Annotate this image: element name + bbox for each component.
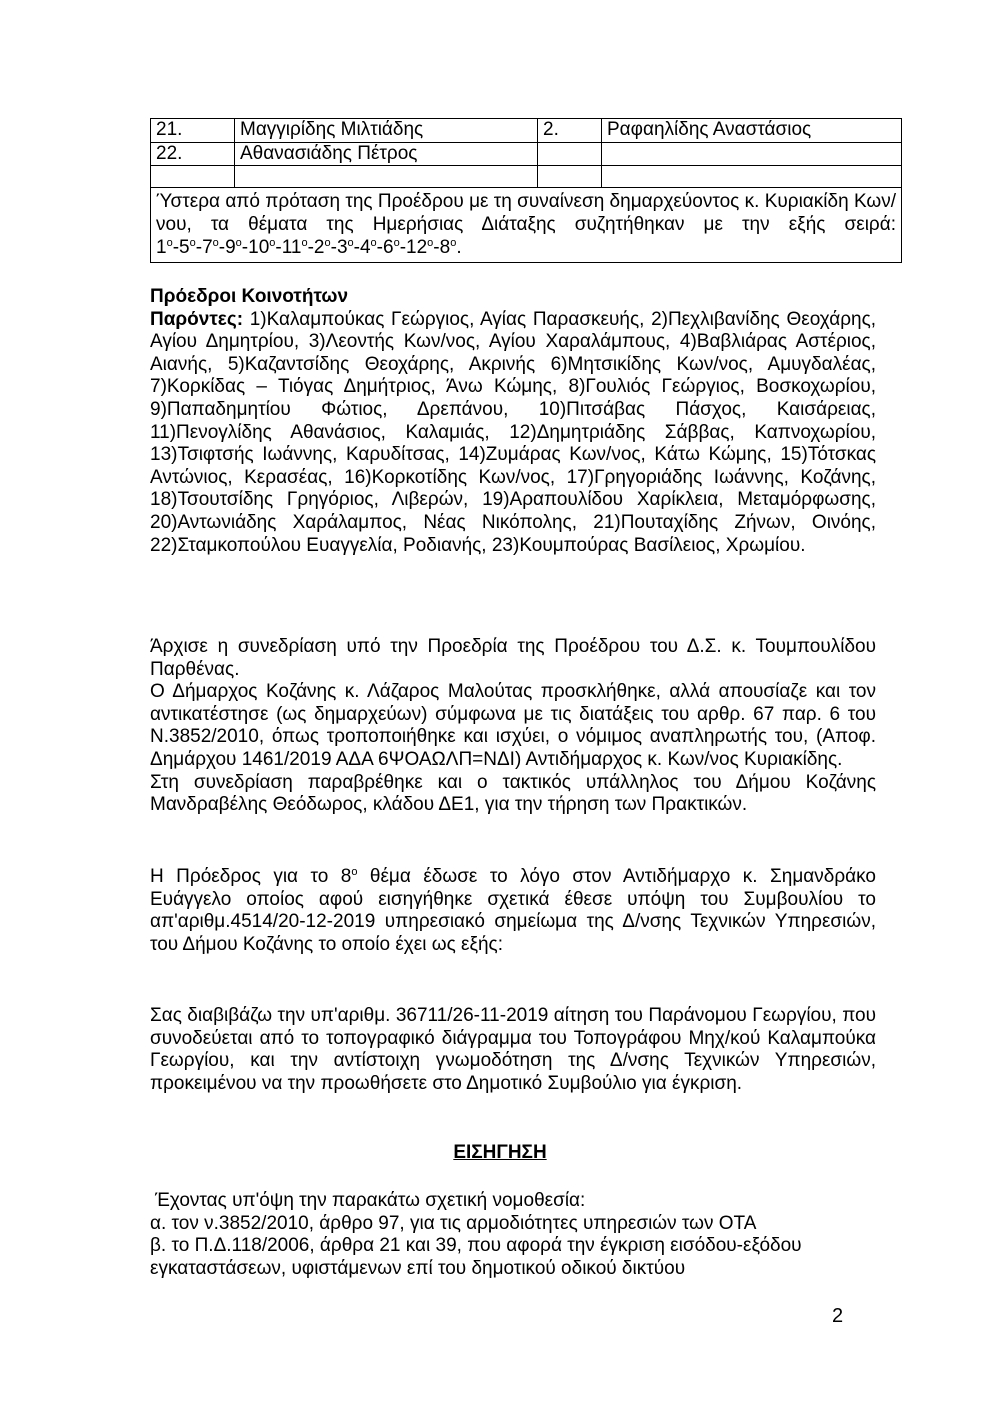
member-name: [602, 142, 902, 166]
agenda-item-sup: ο: [269, 237, 276, 250]
agenda-item-sup: ο: [450, 237, 457, 250]
legislation-b: β. το Π.Δ.118/2006, άρθρα 21 και 39, που αφορά την έγκριση εισόδου-εξόδου εγκαταστάσεων, υφιστάμενων επί του δημοτικού οδικού δικτύου: [150, 1235, 802, 1279]
presidents-section: [150, 286, 876, 557]
agenda-item-sup: ο: [212, 237, 219, 250]
memo-section: [150, 1005, 876, 1095]
member-name: Μαγγιρίδης Μιλτιάδης: [235, 119, 538, 143]
clerk-presence: Στη συνεδρίαση παραβρέθηκε και ο τακτικός υπάλληλος του Δήμου Κοζάνης Μανδραβέλης Θεόδωρος, κλάδου ΔΕ1, για την τήρηση των Πρακτικών.: [150, 771, 876, 816]
page-number: 2: [832, 1305, 844, 1327]
agenda-item-number: 6: [383, 237, 394, 259]
agenda-item-number: 9: [225, 237, 236, 259]
member-name: Ραφαηλίδης Αναστάσιος: [602, 119, 902, 143]
legislation-a: α. τον ν.3852/2010, άρθρο 97, για τις αρμοδιότητες υπηρεσιών των ΟΤΑ: [150, 1212, 757, 1234]
row-number: [538, 142, 602, 166]
proposal-section: [150, 1190, 890, 1280]
topic-sup: ο: [351, 866, 358, 878]
agenda-item-sup: ο: [166, 237, 173, 250]
agenda-item-number: 12: [406, 237, 428, 259]
topic-section: [150, 866, 876, 956]
agenda-item-sup: ο: [427, 237, 434, 250]
attendance-table-wrapper: [150, 118, 902, 263]
present-list: [150, 309, 876, 558]
agenda-item-number: 10: [248, 237, 270, 259]
member-name: Αθανασιάδης Πέτρος: [235, 142, 538, 166]
agenda-item-number: 1: [156, 237, 167, 259]
row-number: 21.: [151, 119, 235, 143]
proposal-title: ΕΙΣΗΓΗΣΗ: [453, 1142, 547, 1163]
presidents-heading: Πρόεδροι Κοινοτήτων: [150, 286, 349, 307]
table-row: [151, 119, 902, 143]
attendance-table: [150, 118, 902, 263]
agenda-item-number: 8: [439, 237, 451, 259]
agenda-item-number: 2: [313, 237, 325, 259]
topic-intro: [150, 866, 876, 956]
agenda-order-note: [151, 188, 902, 263]
agenda-order-sequence: $1^o-5^o-7^o-9^o-10^o-11^o-2^o-3^o-4^o-6^o-12^o-8^o$.: [156, 237, 462, 259]
agenda-item-number: 4: [359, 237, 371, 259]
agenda-item-sup: ο: [189, 237, 196, 250]
agenda-item-sup: ο: [235, 237, 242, 250]
memo-text: Σας διαβιβάζω την υπ'αριθμ. 36711/26-11-2019 αίτηση του Παράνομου Γεωργίου, που συνοδεύεται από το τοπογραφικό διάγραμμα του Τοπογράφου Μηχ/κού Καλαμπούκα Γεωργίου, και την αντίστοιχη γνωμοδότηση της Δ/νσης Τεχνικών Υπηρεσιών, προκειμένου να την προωθήσετε στο Δημοτικό Συμβούλιο για έγκριση.: [150, 1005, 876, 1094]
topic-before: Η Πρόεδρος για το 8: [150, 866, 352, 887]
row-number: [151, 166, 235, 188]
agenda-item-number: 11: [281, 237, 302, 259]
table-note-row: [151, 188, 902, 263]
mayor-replacement: Ο Δήμαρχος Κοζάνης κ. Λάζαρος Μαλούτας προσκλήθηκε, αλλά απουσίαζε και τον αντικατέστησε (ως δημαρχεύων) σύμφωνα με τις διατάξεις του αρθρ. 67 παρ. 6 του Ν.3852/2010, όπως τροποποιήθηκε και ισχύει, ο νόμιμος αναπληρωτής του, (Αποφ. Δημάρχου 1461/2019 ΑΔΑ 6ΨΟΑΩΛΠ=ΝΔΙ) Αντιδήμαρχος κ. Κων/νος Κυριακίδης.: [150, 681, 876, 770]
topic-after: θέμα έδωσε το λόγο στον Αντιδήμαρχο κ. Σημανδράκο Ευάγγελο οποίος αφού εισηγήθηκε σχετικά έθεσε υπόψη του Συμβουλίου το απ'αριθμ.4514/20-12-2019 υπηρεσιακό σημείωμα της Δ/νσης Τεχνικών Υπηρεσιών, του Δήμου Κοζάνης το οποίο έχει ως εξής:: [150, 866, 876, 955]
member-name: [235, 166, 538, 188]
row-number: 2.: [538, 119, 602, 143]
session-opening: Άρχισε η συνεδρίαση υπό την Προεδρία της Προέδρου του Δ.Σ. κ. Τουμπουλίδου Παρθένας.: [150, 636, 876, 680]
member-name: [602, 166, 902, 188]
agenda-item-number: 3: [336, 237, 348, 259]
present-text: 1)Καλαμπούκας Γεώργιος, Αγίας Παρασκευής, 2)Πεχλιβανίδης Θεοχάρης, Αγίου Δημητρίου, 3)Λεοντής Κων/νος, Αγίου Χαραλάμπους, 4)Βαβλιάρας Αστέριος, Αιανής, 5)Καζαντσίδης Θεοχάρης, Ακρινής 6)Μητσικίδης Κων/νος, Αμυγδαλέας, 7)Κορκίδας – Τιόγας Δημήτριος, Άνω Κώμης, 8)Γουλιός Γεώργιος, Βοσκοχωρίου, 9)Παπαδημητίου Φώτιος, Δρεπάνου, 10)Πιτσάβας Πάσχος, Καισάρειας, 11)Πενογλίδης Αθανάσιος, Καλαμιάς, 12)Δημητριάδης Σάββας, Καπνοχωρίου, 13)Τσιφτσής Ιωάννης, Καρυδίτσας, 14)Ζυμάρας Κων/νος, Κάτω Κώμης, 15)Τότσκας Αντώνιος, Κερασέας, 16)Κορκοτίδης Κων/νος, 17)Γρηγοριάδης Ιωάννης, Κοζάνης, 18)Τσουτσίδης Γρηγόριος, Λιβερών, 19)Αραπουλίδου Χαρίκλεια, Μεταμόρφωσης, 20)Αντωνιάδης Χαράλαμπος, Νέας Νικόπολης, 21)Πουταχίδης Ζήνων, Οινόης, 22)Σταμκοπούλου Ευαγγελία, Ροδιανής, 23)Κουμπούρας Βασίλειος, Χρωμίου.: [150, 308, 877, 556]
table-row: [151, 166, 902, 188]
row-number: 22.: [151, 142, 235, 166]
agenda-item-number: 5: [179, 237, 190, 259]
present-label: Παρόντες:: [150, 308, 244, 330]
agenda-item-sup: ο: [347, 237, 354, 250]
agenda-note-text: Ύστερα από πρόταση της Προέδρου με τη συναίνεση δημαρχεύοντος κ. Κυριακίδη Κων/νου, τα θέματα της Ημερήσιας Διάταξης συζητήθηκαν με την εξής σειρά:: [156, 191, 896, 236]
agenda-item-sup: ο: [370, 237, 377, 250]
table-row: [151, 142, 902, 166]
agenda-item-number: 7: [202, 237, 213, 259]
session-section: [150, 636, 876, 817]
agenda-item-sup: ο: [301, 237, 308, 250]
agenda-item-sup: ο: [324, 237, 331, 250]
agenda-item-sup: ο: [393, 237, 400, 250]
row-number: [538, 166, 602, 188]
proposal-intro: Έχοντας υπ'όψη την παρακάτω σχετική νομοθεσία:: [155, 1190, 586, 1211]
